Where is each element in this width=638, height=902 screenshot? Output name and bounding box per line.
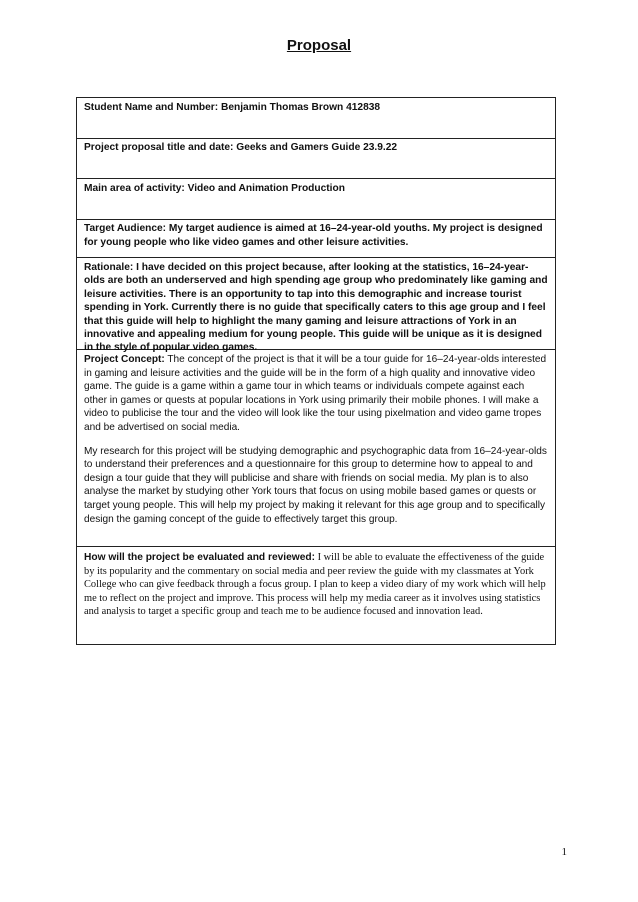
concept-text-1: The concept of the project is that it will be a tour guide for 16–24-year-olds interested in gaming and leisure activities and the guide will be in the form of a high quality and innovative video game. The guide is a game within a game tour in which teams or individuals compete against each other in games or quests at popular locations in York using primarily their mobile phones. I will make a video to publicise the tour and the video will look like the tour using pixelmation and video game tropes and be advertised on social media. xyxy=(84,354,547,433)
concept-paragraph-2: My research for this project will be studying demographic and psychographic data from 16–24-year-olds to understand their preferences and a questionnaire for this group to determine how to appeal to and design a tour guide that they will publicise and share with friends on social media. My plan is to also analyse the market by studying other York tours that focus on using mobile based games or quests or target young people. This will help my project by making it relevant for this age group and to specifically design the gaming concept of the guide to effectively target this group. xyxy=(84,445,547,525)
student-name-cell: Student Name and Number: Benjamin Thomas Brown 412838 xyxy=(77,98,555,139)
proposal-form-table xyxy=(76,97,556,645)
evaluation-label: How will the project be evaluated and reviewed: xyxy=(84,552,315,563)
rationale-cell: Rationale: I have decided on this project because, after looking at the statistics, 16–24-year-olds are both an underserved and high spending age group who predominately like gaming and leisure activities. There is an opportunity to tap into this demographic and increase tourist spending in York. Currently there is no guide that specifically caters to this age group and I feel that this guide will help to highlight the many gaming and leisure attractions of York in an innovative and appealing medium for young people. This guide will be unique as it is designed in the style of popular video games. xyxy=(77,258,555,350)
evaluation-text: I will be able to evaluate the effectiveness of the guide by its popularity and the commentary on social media and peer review the guide with my classmates at York College who can give feedback through a focus group. I plan to keep a video diary of my work which will help me to reflect on the project and improve. This process will help my media career as it involves using statistics and analysis to target a specific group and teach me to be audience focused and innovation lead. xyxy=(84,552,546,617)
activity-area-cell: Main area of activity: Video and Animation Production xyxy=(77,179,555,220)
evaluation-cell xyxy=(77,547,555,646)
concept-paragraph-1 xyxy=(84,353,548,435)
project-concept-cell xyxy=(77,350,555,547)
target-audience-cell: Target Audience: My target audience is aimed at 16–24-year-old youths. My project is designed for young people who like video games and other leisure activities. xyxy=(77,220,555,258)
page-title: Proposal xyxy=(286,37,352,54)
project-title-cell: Project proposal title and date: Geeks and Gamers Guide 23.9.22 xyxy=(77,139,555,179)
page-number: 1 xyxy=(561,846,567,858)
concept-label: Project Concept: xyxy=(84,354,165,365)
